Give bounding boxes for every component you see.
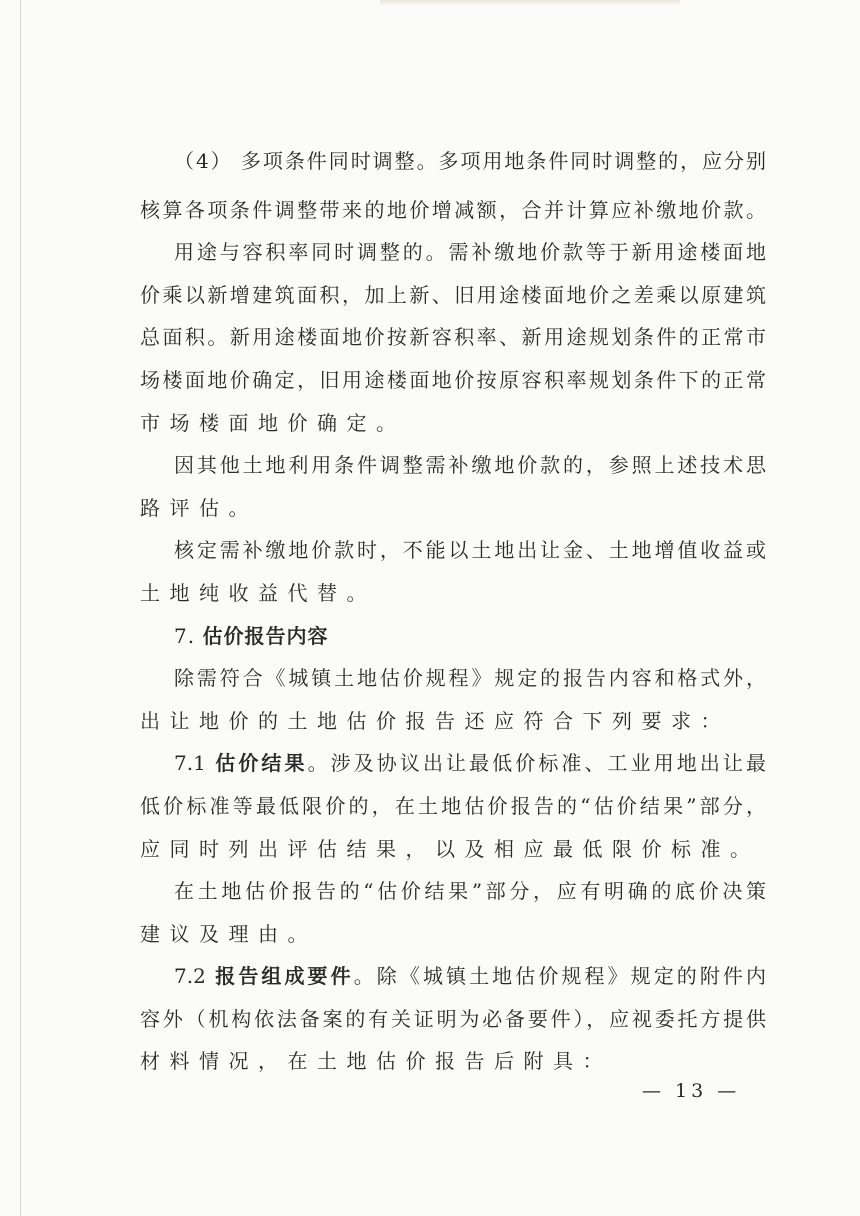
paragraph-line: 建议及理由。 <box>140 921 317 946</box>
paragraph-line: 在土地估价报告的“估价结果”部分，应有明确的底价决策 <box>174 879 766 904</box>
subsection-number: 7.1 <box>174 751 216 776</box>
paragraph-line: 除需符合《城镇土地估价规程》规定的报告内容和格式外， <box>174 666 766 691</box>
paragraph-line: 土地纯收益代替。 <box>140 580 376 605</box>
section-heading <box>140 615 766 658</box>
paragraph-line: 用途与容积率同时调整的。需补缴地价款等于新用途楼面地 <box>174 240 766 265</box>
paragraph-line: 场楼面地价确定，旧用途楼面地价按原容积率规划条件下的正常 <box>140 367 766 392</box>
section-number: 7. <box>174 623 203 648</box>
paragraph-line: 材料情况，在土地估价报告后附具： <box>140 1049 612 1074</box>
scan-edge <box>20 0 21 1216</box>
section-title: 估价报告内容 <box>202 623 329 648</box>
paragraph-line <box>140 955 766 998</box>
document-body <box>140 140 766 1083</box>
subsection-title: 报告组成要件 <box>215 964 354 989</box>
paragraph-line: 总面积。新用途楼面地价按新容积率、新用途规划条件的正常市 <box>140 325 766 350</box>
paragraph-line: 核定需补缴地价款时，不能以土地出让金、土地增值收益或 <box>174 538 766 563</box>
paragraph-line <box>140 742 766 785</box>
paragraph-line: （4） 多项条件同时调整。多项用地条件同时调整的，应分别 <box>174 149 766 173</box>
paragraph-line: 市场楼面地价确定。 <box>140 410 406 435</box>
paragraph-line: 容外（机构依法备案的有关证明为必备要件），应视委托方提供 <box>140 1006 766 1031</box>
paragraph-line: 出让地价的土地估价报告还应符合下列要求： <box>140 708 730 733</box>
paragraph-line: 应同时列出评估结果，以及相应最低限价标准。 <box>140 836 760 861</box>
subsection-title: 估价结果 <box>215 751 308 776</box>
subsection-number: 7.2 <box>174 964 216 989</box>
paragraph-line: 路评估。 <box>140 495 258 520</box>
page-number: — 13 — <box>642 1080 741 1102</box>
scan-shadow <box>380 0 680 6</box>
paragraph-line: 低价标准等最低限价的，在土地估价报告的“估价结果”部分， <box>140 793 766 818</box>
paragraph-line: 核算各项条件调整带来的地价增减额，合并计算应补缴地价款。 <box>140 197 766 222</box>
paragraph-line: 价乘以新增建筑面积，加上新、旧用途楼面地价之差乘以原建筑 <box>140 282 766 307</box>
paragraph-line: 因其他土地利用条件调整需补缴地价款的，参照上述技术思 <box>174 453 766 478</box>
paragraph-text: 。除《城镇土地估价规程》规定的附件内 <box>353 964 767 989</box>
paragraph-text: 。涉及协议出让最低价标准、工业用地出让最 <box>307 751 767 776</box>
